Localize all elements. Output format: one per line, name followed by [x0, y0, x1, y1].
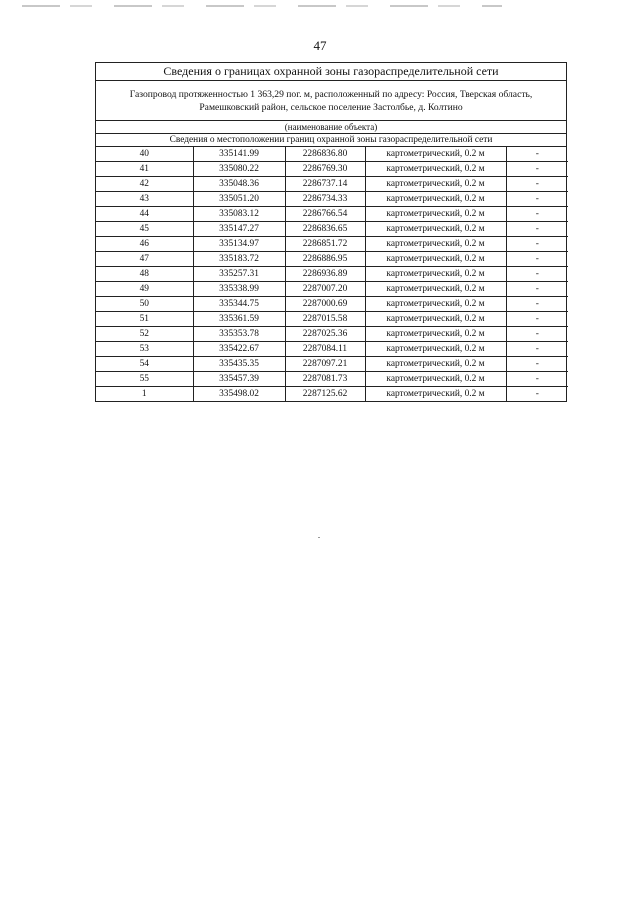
method-accuracy-cell: картометрический, 0.2 м — [365, 327, 506, 342]
note-cell: - — [506, 267, 568, 282]
note-cell: - — [506, 342, 568, 357]
point-number-cell: 42 — [96, 177, 193, 192]
y-coordinate-cell: 2287015.58 — [285, 312, 365, 327]
object-description-line-2: Рамешковский район, сельское поселение Застолбье, д. Колтино — [199, 102, 463, 113]
table-row — [96, 222, 568, 237]
y-coordinate-cell: 2287007.20 — [285, 282, 365, 297]
point-number-cell: 50 — [96, 297, 193, 312]
method-accuracy-cell: картометрический, 0.2 м — [365, 237, 506, 252]
method-accuracy-cell: картометрический, 0.2 м — [365, 192, 506, 207]
table-row — [96, 312, 568, 327]
x-coordinate-cell: 335051.20 — [193, 192, 285, 207]
object-description-line-1: Газопровод протяженностью 1 363,29 пог. м, расположенный по адресу: Россия, Тверская область, — [129, 89, 533, 100]
note-cell: - — [535, 389, 539, 399]
table-row — [96, 192, 568, 207]
x-coordinate-cell: 335361.59 — [193, 312, 285, 327]
point-number-cell: 41 — [96, 162, 193, 177]
location-caption: Сведения о местоположении границ охранной зоны газораспределительной сети — [96, 134, 566, 147]
table-row — [96, 162, 568, 177]
table-row — [96, 147, 568, 162]
point-number-cell: 47 — [96, 252, 193, 267]
table-row — [96, 207, 568, 222]
point-number-cell: 52 — [96, 327, 193, 342]
note-cell: - — [506, 162, 568, 177]
y-coordinate-cell: 2286836.65 — [285, 222, 365, 237]
point-number-cell: 53 — [96, 342, 193, 357]
scan-artifact-line — [22, 5, 502, 7]
x-coordinate-cell: 335435.35 — [193, 357, 285, 372]
point-number-cell: 51 — [96, 312, 193, 327]
table-row — [96, 237, 568, 252]
x-coordinate-cell: 335498.02 — [193, 387, 285, 402]
scan-speck — [318, 537, 320, 538]
point-number-cell: 43 — [96, 192, 193, 207]
table-row — [96, 252, 568, 267]
note-cell: - — [506, 177, 568, 192]
method-accuracy-cell: картометрический, 0.2 м — [365, 357, 506, 372]
note-cell: - — [506, 372, 568, 387]
point-number-cell: 46 — [96, 237, 193, 252]
note-cell: - — [506, 282, 568, 297]
coordinates-table — [96, 147, 568, 401]
point-number-cell: 49 — [96, 282, 193, 297]
x-coordinate-cell: 335083.12 — [193, 207, 285, 222]
method-accuracy-cell: картометрический, 0.2 м — [365, 372, 506, 387]
point-number-cell: 44 — [96, 207, 193, 222]
point-number-cell: 1 — [96, 387, 193, 402]
object-name-caption: (наименование объекта) — [96, 121, 566, 134]
coordinates-table-body — [96, 147, 568, 401]
y-coordinate-cell: 2287081.73 — [285, 372, 365, 387]
x-coordinate-cell: 335353.78 — [193, 327, 285, 342]
y-coordinate-cell: 2286734.33 — [285, 192, 365, 207]
y-coordinate-cell: 2286936.89 — [285, 267, 365, 282]
x-coordinate-cell: 335080.22 — [193, 162, 285, 177]
page-number: 47 — [313, 38, 327, 53]
point-number-cell: 45 — [96, 222, 193, 237]
table-row — [96, 372, 568, 387]
table-row — [96, 267, 568, 282]
note-cell: - — [506, 147, 568, 162]
table-row — [96, 387, 568, 402]
method-accuracy-cell: картометрический, 0.2 м — [365, 297, 506, 312]
x-coordinate-cell: 335422.67 — [193, 342, 285, 357]
object-description — [96, 81, 566, 121]
y-coordinate-cell: 2286737.14 — [285, 177, 365, 192]
point-number-cell: 40 — [96, 147, 193, 162]
table-row — [96, 327, 568, 342]
point-number-cell: 48 — [96, 267, 193, 282]
x-coordinate-cell: 335048.36 — [193, 177, 285, 192]
table-row — [96, 357, 568, 372]
method-accuracy-cell: картометрический, 0.2 м — [365, 312, 506, 327]
method-accuracy-cell: картометрический, 0.2 м — [365, 387, 506, 402]
point-number-cell: 55 — [96, 372, 193, 387]
table-row — [96, 297, 568, 312]
y-coordinate-cell: 2287097.21 — [285, 357, 365, 372]
y-coordinate-cell: 2286769.30 — [285, 162, 365, 177]
y-coordinate-cell: 2287084.11 — [285, 342, 365, 357]
method-accuracy-cell: картометрический, 0.2 м — [365, 222, 506, 237]
method-accuracy-cell: картометрический, 0.2 м — [365, 282, 506, 297]
boundary-document — [95, 62, 567, 402]
y-coordinate-cell: 2286836.80 — [285, 147, 365, 162]
method-accuracy-cell: картометрический, 0.2 м — [365, 342, 506, 357]
document-title: Сведения о границах охранной зоны газораспределительной сети — [96, 63, 566, 81]
y-coordinate-cell: 2287125.62 — [285, 387, 365, 402]
method-accuracy-cell: картометрический, 0.2 м — [365, 147, 506, 162]
x-coordinate-cell: 335183.72 — [193, 252, 285, 267]
note-cell: - — [506, 192, 568, 207]
method-accuracy-cell: картометрический, 0.2 м — [365, 162, 506, 177]
note-cell: - — [506, 357, 568, 372]
point-number-cell: 54 — [96, 357, 193, 372]
table-row — [96, 282, 568, 297]
table-row — [96, 342, 568, 357]
x-coordinate-cell: 335457.39 — [193, 372, 285, 387]
y-coordinate-cell: 2286766.54 — [285, 207, 365, 222]
method-accuracy-cell: картометрический, 0.2 м — [365, 207, 506, 222]
table-row — [96, 177, 568, 192]
note-cell: - — [506, 327, 568, 342]
note-cell: - — [506, 312, 568, 327]
method-accuracy-cell: картометрический, 0.2 м — [365, 267, 506, 282]
x-coordinate-cell: 335338.99 — [193, 282, 285, 297]
method-accuracy-cell: картометрический, 0.2 м — [365, 252, 506, 267]
y-coordinate-cell: 2286886.95 — [285, 252, 365, 267]
note-cell: - — [506, 237, 568, 252]
x-coordinate-cell: 335147.27 — [193, 222, 285, 237]
y-coordinate-cell: 2286851.72 — [285, 237, 365, 252]
y-coordinate-cell: 2287000.69 — [285, 297, 365, 312]
note-cell: - — [506, 297, 568, 312]
x-coordinate-cell: 335344.75 — [193, 297, 285, 312]
note-cell: - — [506, 207, 568, 222]
method-accuracy-cell: картометрический, 0.2 м — [365, 177, 506, 192]
note-cell: - — [506, 222, 568, 237]
x-coordinate-cell: 335134.97 — [193, 237, 285, 252]
x-coordinate-cell: 335257.31 — [193, 267, 285, 282]
y-coordinate-cell: 2287025.36 — [285, 327, 365, 342]
note-cell: - — [506, 252, 568, 267]
x-coordinate-cell: 335141.99 — [193, 147, 285, 162]
